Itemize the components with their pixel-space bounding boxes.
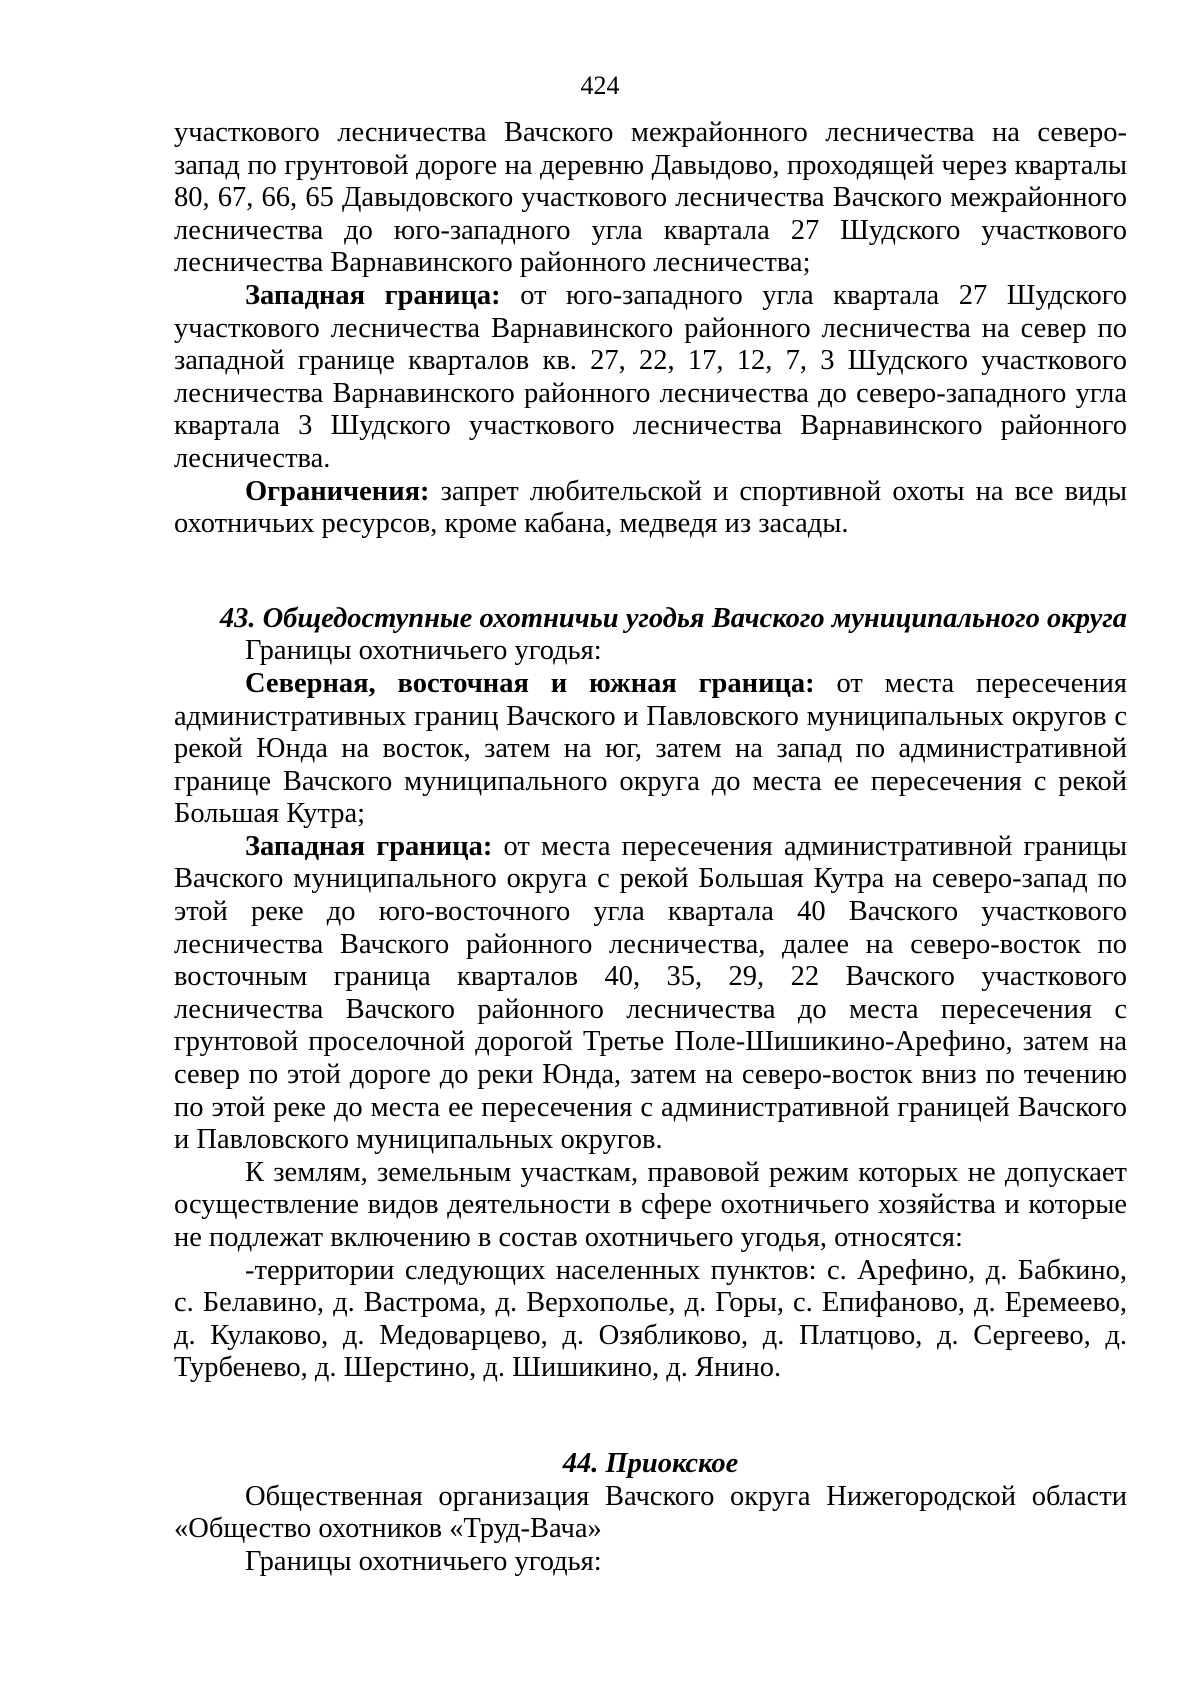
paragraph-west-border xyxy=(174,280,1127,476)
nse-border-text: от места пересечения административных границ Вачского и Павловского муниципальных округов с рекой Юнда на восток, затем на юг, затем на запад по административной границе Вачского муниципального округа до места ее пересечения с рекой Большая Кутра; xyxy=(174,667,1128,830)
west-border-label: Западная граница: xyxy=(245,279,501,311)
section-44-heading: 44. Приокское xyxy=(562,1447,739,1479)
paragraph-nse-border xyxy=(174,668,1127,831)
paragraph-continuation: участкового лесничества Вачского межрайонного лесничества на северо-запад по грунтовой дороге на деревню Давыдово, проходящей через кварталы 80, 67, 66, 65 Давыдовского участкового лесничества Вачского межрайонного лесничества до юго-западного угла квартала 27 Шудского участкового лесничества Варнавинского районного лесничества; xyxy=(174,117,1127,279)
paragraph-lands: К землям, земельным участкам, правовой режим которых не допускает осуществление видов деятельности в сфере охотничьего хозяйства и которые не подлежат включению в состав охотничьего угодья, относятся: xyxy=(174,1156,1127,1253)
paragraph-organization: Общественная организация Вачского округа Нижегородской области «Общество охотников «Труд-Вача» xyxy=(174,1480,1127,1545)
restrictions-text: запрет любительской и спортивной охоты на все виды охотничьих ресурсов, кроме кабана, медведя из засады. xyxy=(174,475,1127,540)
page-number: 424 xyxy=(580,71,620,100)
west-border-text: от юго-западного угла квартала 27 Шудского участкового лесничества Варнавинского районного лесничества на север по западной границе кварталов кв. 27, 22, 17, 12, 7, 3 Шудского участкового лесничества Варнавинского районного лесничества до северо-западного угла квартала 3 Шудского участкового лесничества Варнавинского районного лесничества. xyxy=(174,279,1127,474)
west-border-label-43: Западная граница: xyxy=(245,830,493,862)
nse-border-label: Северная, восточная и южная граница: xyxy=(245,667,815,699)
borders-intro-44: Границы охотничьего угодья: xyxy=(245,1545,602,1577)
section-43-heading: 43. Общедоступные охотничьи угодья Вачского муниципального округа xyxy=(219,602,1127,634)
restrictions-label: Ограничения: xyxy=(245,475,430,507)
paragraph-settlements: -территории следующих населенных пунктов: с. Арефино, д. Бабкино, с. Белавино, д. Вастрома, д. Верхополье, д. Горы, с. Епифаново, д. Еремеево, д. Кулаково, д. Медоварцево, д. Озябликово, д. Платцово, д. Сергеево, д. Турбенево, д. Шерстино, д. Шишикино, д. Янино. xyxy=(174,1254,1127,1384)
paragraph-west-border-43 xyxy=(174,831,1127,1157)
paragraph-restrictions xyxy=(174,476,1127,541)
west-border-text-43: от места пересечения административной границы Вачского муниципального округа с рекой Большая Кутра на северо-запад по этой реке до юго-восточного угла квартала 40 Вачского участкового лесничества Вачского районного лесничества, далее на северо-восток по восточным граница кварталов 40, 35, 29, 22 Вачского участкового лесничества Вачского районного лесничества до места пересечения с грунтовой проселочной дорогой Третье Поле-Шишикино-Арефино, затем на север по этой дороге до реки Юнда, затем на северо-восток вниз по течению по этой реке до места ее пересечения с административной границей Вачского и Павловского муниципальных округов. xyxy=(174,830,1127,1156)
document-body xyxy=(174,117,1127,1578)
borders-intro: Границы охотничьего угодья: xyxy=(245,635,602,667)
